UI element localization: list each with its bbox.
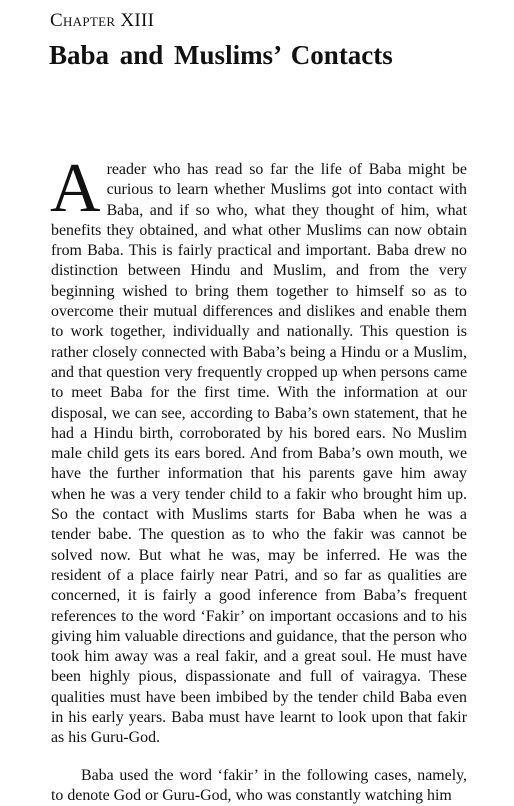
paragraph-1 <box>50 150 467 749</box>
paragraph-1-text: reader who has read so far the life of Baba might be curious to learn whether Muslims got into contact with Baba, and if so who, what they thought of him, what benefits they obtained, and what other Muslims can now obtain from Baba. This is fairly practical and important. Baba drew no distinction between Hindu and Muslim, and from the very beginning wished to bring them together to himself so as to overcome their mutual differences and dislikes and enable them to work together, individually and nationally. This question is rather closely connected with Baba’s being a Hindu or a Muslim, and that question very frequently cropped up when persons came to meet Baba for the first time. With the information at our disposal, we can see, according to Baba’s own statement, that he had a Hindu birth, corroborated by his bored ears. No Muslim male child gets its ears bored. And from Baba’s own mouth, we have the further information that his parents gave him away when he was a very tender child to a fakir who brought him up. So the contact with Muslims starts for Baba when he was a tender babe. The question as to who the fakir was cannot be solved now. But what he was, may be inferred. He was the resident of a place fairly near Patri, and so far as qualities are concerned, it is fairly a good inference from Baba’s frequent references to the word ‘Fakir’ on important occasions and to his giving him valuable directions and guidance, that the person who took him away was a real fakir, and a great soul. He must have been highly pious, dispassionate and full of vairagya. These qualities must have been imbibed by the tender child Baba even in his early years. Baba must have learnt to look upon that fakir as his Guru-God. <box>51 161 467 747</box>
chapter-body <box>50 150 467 806</box>
paragraph-2: Baba used the word ‘fakir’ in the following cases, namely, to denote God or Guru-God, who was constantly watching him <box>51 766 467 804</box>
chapter-label: Chapter XIII <box>50 10 155 31</box>
drop-cap: A <box>50 150 101 227</box>
chapter-title: Baba and Muslims’ Contacts <box>49 40 393 70</box>
